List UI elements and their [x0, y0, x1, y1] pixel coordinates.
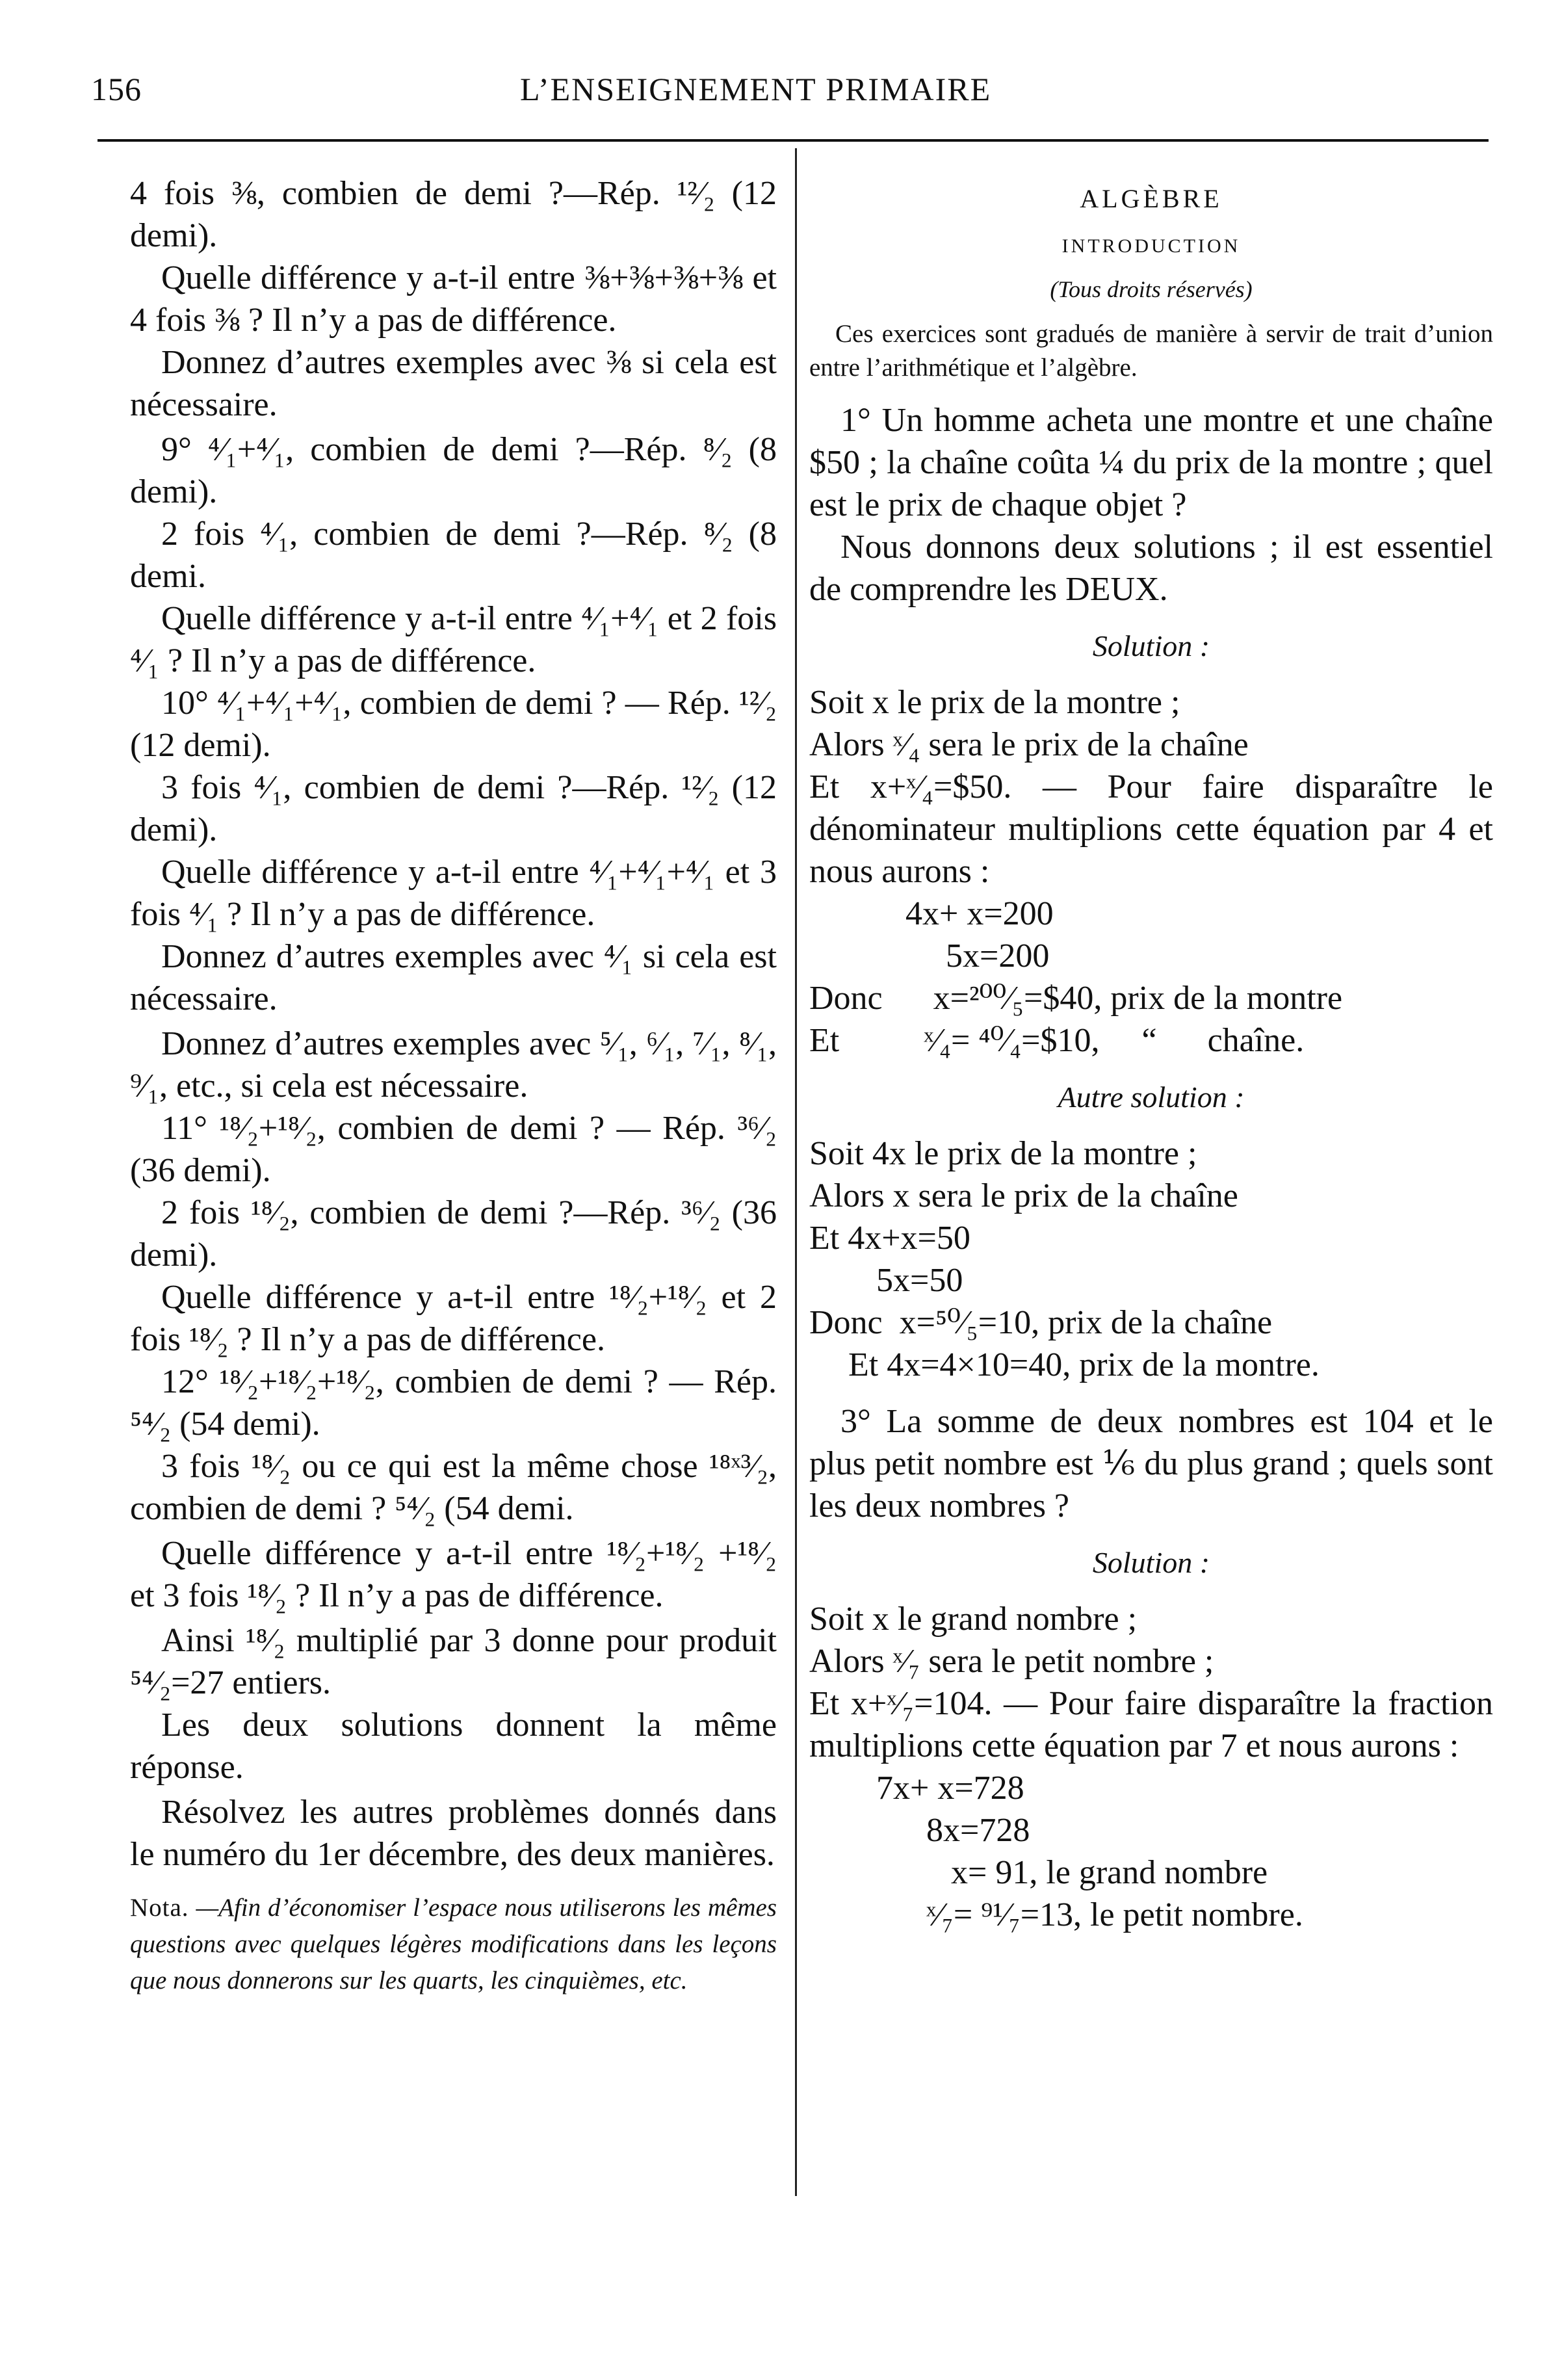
solution-line: 4x+ x=200 [905, 895, 1054, 932]
solution-line: 5x=200 [946, 937, 1050, 974]
solution-line: 5x=50 [876, 1262, 963, 1299]
left-paragraph: 3 fois ⁴⁄₁, combien de demi ?—Rép. ¹²⁄₂ (12 demi). [130, 769, 777, 848]
problem-1-note: Nous donnons deux solutions ; il est essentiel de comprendre les DEUX. [809, 529, 1493, 608]
problem-3-statement: 3° La somme de deux nombres est 104 et le plus petit nombre est ⅙ du plus grand ; quels sont les deux nombres ? [809, 1403, 1493, 1524]
left-paragraph: Quelle différence y a-t-il entre ⁴⁄₁+⁴⁄₁ et 2 fois ⁴⁄₁ ? Il n’y a pas de différence. [130, 600, 777, 679]
left-paragraph: Quelle différence y a-t-il entre ¹⁸⁄₂+¹⁸⁄₂ et 2 fois ¹⁸⁄₂ ? Il n’y a pas de différence. [130, 1279, 777, 1358]
column-divider [795, 148, 797, 2196]
solution-line: Alors x sera le prix de la chaîne [809, 1177, 1238, 1214]
problem-1-alt-title: Autre solution : [1058, 1080, 1245, 1114]
left-column [130, 172, 777, 1999]
problem-1-solution-title: Solution : [1092, 629, 1210, 662]
left-paragraph: Quelle différence y a-t-il entre ⅜+⅜+⅜+⅜ et 4 fois ⅜ ? Il n’y a pas de différence. [130, 259, 777, 339]
left-paragraphs [130, 172, 777, 1876]
left-paragraph: Quelle différence y a-t-il entre ¹⁸⁄₂+¹⁸⁄₂ +¹⁸⁄₂ et 3 fois ¹⁸⁄₂ ? Il n’y a pas de différence. [130, 1535, 777, 1614]
left-paragraph: Quelle différence y a-t-il entre ⁴⁄₁+⁴⁄₁+⁴⁄₁ et 3 fois ⁴⁄₁ ? Il n’y a pas de différence. [130, 854, 777, 933]
left-paragraph: 9° ⁴⁄₁+⁴⁄₁, combien de demi ?—Rép. ⁸⁄₂ (8 demi). [130, 431, 777, 510]
solution-line: Et 4x+x=50 [809, 1220, 970, 1257]
solution-line: Et x+ˣ⁄₄=$50. — Pour faire disparaître le dénominateur multiplions cette équation par 4 et nous aurons : [809, 768, 1493, 890]
solution-line: Alors ˣ⁄₄ sera le prix de la chaîne [809, 726, 1249, 763]
page-number: 156 [91, 71, 142, 107]
left-paragraph: 12° ¹⁸⁄₂+¹⁸⁄₂+¹⁸⁄₂, combien de demi ? — Rép. ⁵⁴⁄₂ (54 demi). [130, 1363, 777, 1443]
problem-1-solution [809, 681, 1493, 1062]
left-paragraph: 3 fois ¹⁸⁄₂ ou ce qui est la même chose ¹⁸ˣ³⁄₂, combien de demi ? ⁵⁴⁄₂ (54 demi. [130, 1448, 777, 1527]
solution-line: Et x+ˣ⁄₇=104. — Pour faire disparaître la fraction multiplions cette équation par 7 et nous aurons : [809, 1685, 1493, 1764]
intro-text: Ces exercices sont gradués de manière à servir de trait d’union entre l’arithmétique et l’algèbre. [809, 320, 1493, 382]
left-paragraph: Donnez d’autres exemples avec ⁵⁄₁, ⁶⁄₁, ⁷⁄₁, ⁸⁄₁, ⁹⁄₁, etc., si cela est nécessaire. [130, 1025, 777, 1105]
section-title: ALGÈBRE [1080, 184, 1223, 213]
left-paragraph: Donnez d’autres exemples avec ⅜ si cela est nécessaire. [130, 344, 777, 423]
running-title: L’ENSEIGNEMENT PRIMAIRE [520, 71, 992, 107]
page-header [91, 70, 1482, 122]
footnote-body: —Afin d’économiser l’espace nous utiliserons les mêmes questions avec quelques légères modifications dans les leçons que nous donnerons sur les quarts, les cinquièmes, etc. [130, 1894, 777, 1994]
solution-line: ˣ⁄₇= ⁹¹⁄₇=13, le petit nombre. [926, 1896, 1303, 1933]
solution-line: 8x=728 [926, 1812, 1030, 1849]
footnote [130, 1890, 777, 1999]
left-paragraph: Ainsi ¹⁸⁄₂ multiplié par 3 donne pour produit ⁵⁴⁄₂=27 entiers. [130, 1622, 777, 1701]
solution-line: 7x+ x=728 [876, 1770, 1024, 1807]
problem-1-statement: 1° Un homme acheta une montre et une chaîne $50 ; la chaîne coûta ¼ du prix de la montre ; quel est le prix de chaque objet ? [809, 402, 1493, 523]
left-paragraph: 11° ¹⁸⁄₂+¹⁸⁄₂, combien de demi ? — Rép. ³⁶⁄₂ (36 demi). [130, 1110, 777, 1189]
left-paragraph: 4 fois ⅜, combien de demi ?—Rép. ¹²⁄₂ (12 demi). [130, 175, 777, 254]
solution-line: Soit x le grand nombre ; [809, 1601, 1138, 1638]
footnote-lead: Nota. [130, 1894, 189, 1922]
solution-line: Et 4x=4×10=40, prix de la montre. [848, 1346, 1320, 1383]
solution-line: Soit x le prix de la montre ; [809, 684, 1180, 721]
left-paragraph: 2 fois ⁴⁄₁, combien de demi ?—Rép. ⁸⁄₂ (8 demi. [130, 516, 777, 595]
left-paragraph: Donnez d’autres exemples avec ⁴⁄₁ si cela est nécessaire. [130, 938, 777, 1017]
solution-line: Soit 4x le prix de la montre ; [809, 1135, 1197, 1172]
left-paragraph: 10° ⁴⁄₁+⁴⁄₁+⁴⁄₁, combien de demi ? — Rép. ¹²⁄₂ (12 demi). [130, 685, 777, 764]
problem-3-solution [809, 1598, 1493, 1936]
section-subtitle: INTRODUCTION [1061, 235, 1241, 257]
solution-line: Alors ˣ⁄₇ sera le petit nombre ; [809, 1643, 1214, 1680]
problem-3-solution-title: Solution : [1092, 1546, 1210, 1579]
rights-notice: (Tous droits réservés) [1050, 276, 1253, 302]
left-paragraph: 2 fois ¹⁸⁄₂, combien de demi ?—Rép. ³⁶⁄₂ (36 demi). [130, 1194, 777, 1274]
header-rule [98, 139, 1489, 142]
solution-line: Et ˣ⁄₄= ⁴⁰⁄₄=$10, “ chaîne. [809, 1022, 1305, 1059]
left-paragraph: Les deux solutions donnent la même réponse. [130, 1707, 777, 1786]
problem-1-alt-solution [809, 1132, 1493, 1386]
left-paragraph: Résolvez les autres problèmes donnés dans le numéro du 1er décembre, des deux manières. [130, 1794, 777, 1873]
solution-line: Donc x=⁵⁰⁄₅=10, prix de la chaîne [809, 1304, 1273, 1341]
solution-line: x= 91, le grand nombre [951, 1854, 1268, 1891]
solution-line: Donc x=²⁰⁰⁄₅=$40, prix de la montre [809, 980, 1343, 1017]
right-column [809, 172, 1493, 1936]
